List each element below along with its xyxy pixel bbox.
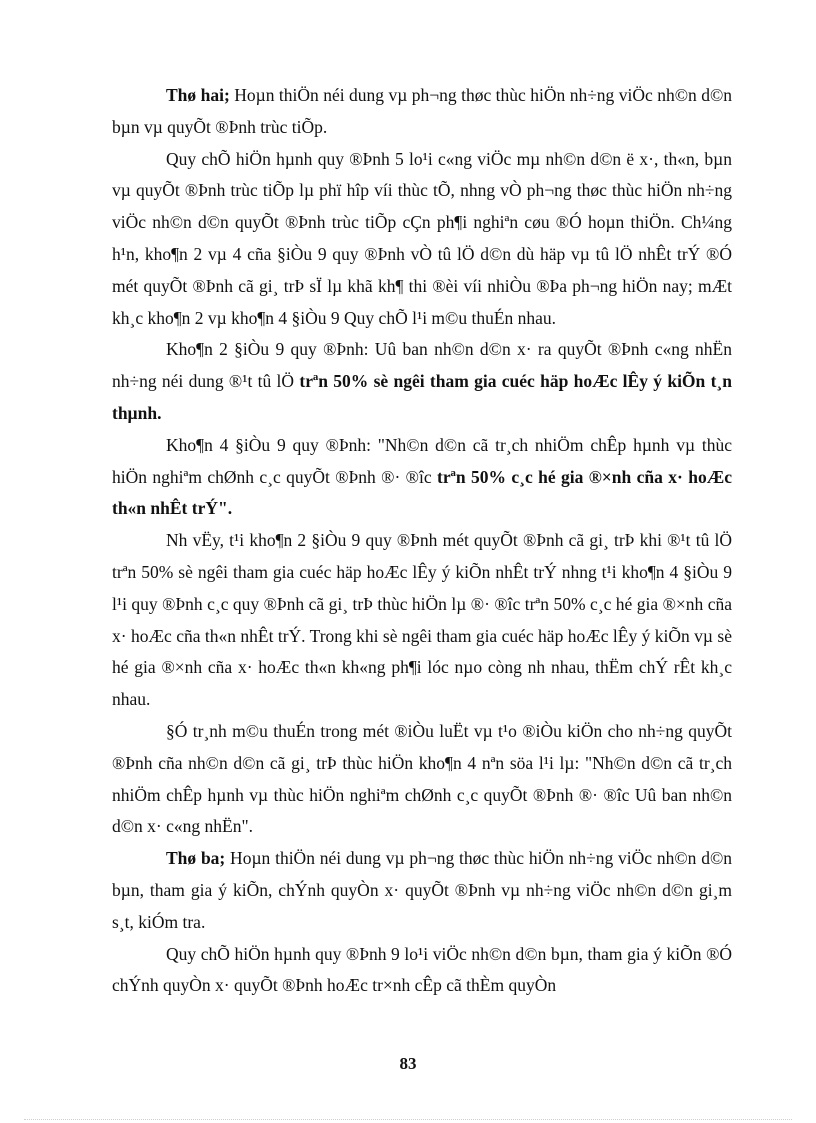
paragraph: [112, 939, 732, 1003]
paragraph-lead: Thø ba;: [166, 848, 226, 869]
paragraph-thu-hai: [112, 80, 732, 144]
paragraph: [112, 334, 732, 429]
paragraph-text: Hoµn thiÖn néi dung vµ ph¬ng thøc thùc hiÖn nh÷ng viÖc nh©n d©n bµn, tham gia ý kiÕn, chÝnh quyÒn x· quyÕt ®Þnh vµ nh÷ng viÖc nh©n d©n gi¸m s¸t, kiÓm tra.: [112, 848, 732, 932]
paragraph-text: Quy chÕ hiÖn hµnh quy ®Þnh 5 lo¹i c«ng viÖc mµ nh©n d©n ë x·, th«n, bµn vµ quyÕt ®Þnh trùc tiÕp lµ phï hîp víi thùc tÕ, nhng vÒ ph¬ng thøc thùc hiÖn nh÷ng viÖc nh©n d©n quyÕt ®Þnh trùc tiÕp cÇn ph¶i nghiªn cøu ®Ó hoµn thiÖn. Ch¼ng h¹n, kho¶n 2 vµ 4 cña §iÒu 9 quy ®Þnh vÒ tû lÖ d©n dù häp vµ tû lÖ nhÊt trÝ ®Ó mét quyÕt ®Þnh cã gi¸ trÞ sÏ lµ khã kh¶ thi ®èi víi nhiÒu ®Þa ph¬ng hiÖn nay; mÆt kh¸c kho¶n 2 vµ kho¶n 4 §iÒu 9 Quy chÕ l¹i m©u thuÉn nhau.: [112, 148, 732, 328]
paragraph: [112, 430, 732, 525]
paragraph-bold-tail: trªn 50% sè ngêi tham gia cuéc häp hoÆc lÊy ý kiÕn t¸n thµnh.: [112, 371, 732, 423]
paragraph-text: Quy chÕ hiÖn hµnh quy ®Þnh 9 lo¹i viÖc nh©n d©n bµn, tham gia ý kiÕn ®Ó chÝnh quyÒn x· quyÕt ®Þnh hoÆc tr×nh cÊp cã thÈm quyÒn: [112, 943, 732, 996]
body-text: [112, 80, 732, 1002]
footer-divider: [24, 1119, 792, 1120]
paragraph: [112, 144, 732, 335]
page-number: 83: [399, 1054, 417, 1073]
paragraph-text: Kho¶n 2 §iÒu 9 quy ®Þnh: Uû ban nh©n d©n x· ra quyÕt ®Þnh c«ng nhËn nh÷ng néi dung ®¹t tû lÖ: [112, 339, 732, 392]
paragraph-text: §Ó tr¸nh m©u thuÉn trong mét ®iÒu luËt vµ t¹o ®iÒu kiÖn cho nh÷ng quyÕt ®Þnh cña nh©n d©n cã gi¸ trÞ thùc hiÖn kho¶n 4 nªn söa l¹i lµ: "Nh©n d©n cã tr¸ch nhiÖm chÊp hµnh vµ thùc hiÖn nghiªm chØnh c¸c quyÕt ®Þnh ®· ®îc Uû ban nh©n d©n x· c«ng nhËn".: [112, 720, 732, 837]
paragraph-thu-ba: [112, 843, 732, 938]
paragraph-bold-tail: trªn 50% c¸c hé gia ®×nh cña x· hoÆc th«n nhÊt trÝ".: [112, 466, 732, 519]
paragraph-text: Nh vËy, t¹i kho¶n 2 §iÒu 9 quy ®Þnh mét quyÕt ®Þnh cã gi¸ trÞ khi ®¹t tû lÖ trªn 50% sè ngêi tham gia cuéc häp hoÆc lÊy ý kiÕn nhÊt trÝ nhng t¹i kho¶n 4 §iÒu 9 l¹i quy ®Þnh c¸c quy ®Þnh cã gi¸ trÞ thùc hiÖn lµ ®· ®îc trªn 50% c¸c hé gia ®×nh cña x· hoÆc cña th«n nhÊt trÝ. Trong khi sè ngêi tham gia cuéc häp hoÆc lÊy ý kiÕn vµ sè hé gia ®×nh cña x· hoÆc th«n kh«ng ph¶i lóc nµo còng nh nhau, thËm chÝ rÊt kh¸c nhau.: [112, 530, 732, 710]
paragraph-text: Kho¶n 4 §iÒu 9 quy ®Þnh: "Nh©n d©n cã tr¸ch nhiÖm chÊp hµnh vµ thùc hiÖn nghiªm chØnh c¸c quyÕt ®Þnh ®· ®îc: [112, 434, 732, 487]
paragraph-text: Hoµn thiÖn néi dung vµ ph¬ng thøc thùc hiÖn nh÷ng viÖc nh©n d©n bµn vµ quyÕt ®Þnh trùc tiÕp.: [112, 85, 733, 137]
paragraph-lead: Thø hai;: [166, 85, 230, 105]
paragraph: [112, 716, 732, 843]
paragraph: [112, 525, 732, 716]
